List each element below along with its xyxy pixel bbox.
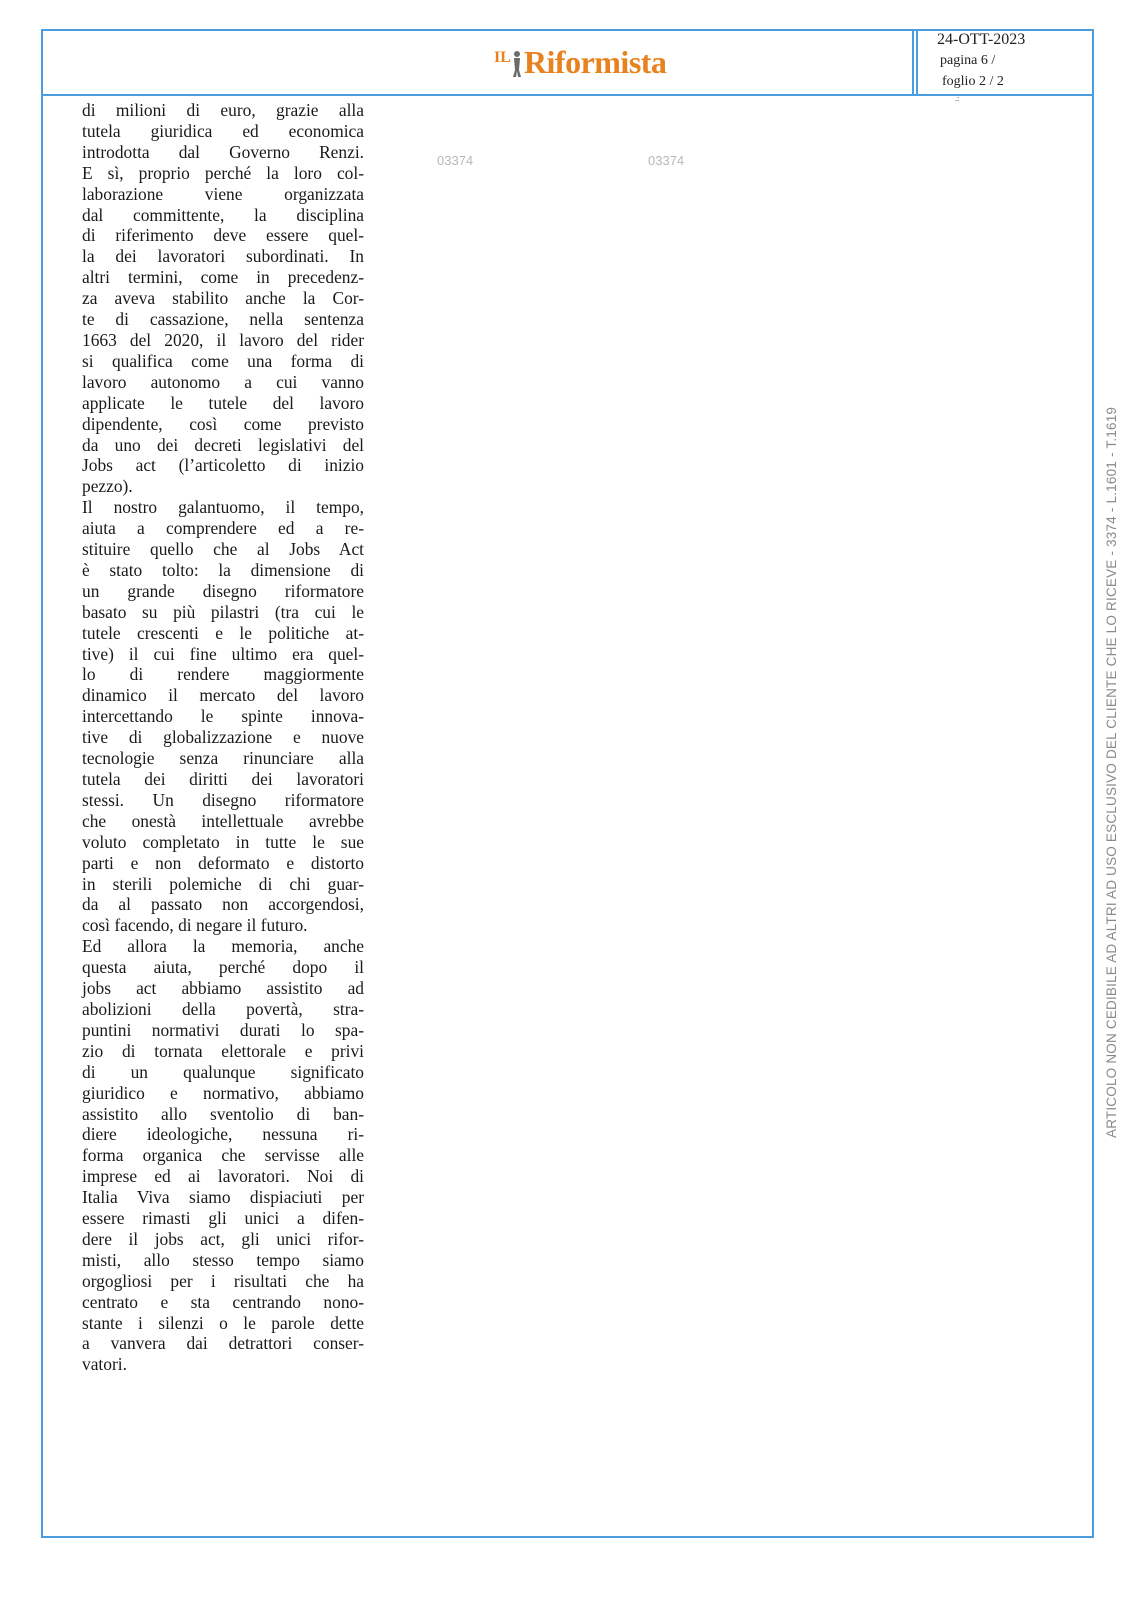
article-line: stituire quello che al Jobs Act: [82, 539, 364, 560]
article-line: basato su più pilastri (tra cui le: [82, 601, 364, 622]
article-line: parti e non deformato e distorto: [82, 852, 364, 873]
article-line: dal committente, la disciplina: [82, 204, 364, 225]
copyright-side-note: [1104, 318, 1120, 1138]
article-line: di milioni di euro, grazie alla: [82, 100, 364, 120]
article-line: così facendo, di negare il futuro.: [82, 915, 308, 936]
article-line: introdotta dal Governo Renzi.: [82, 141, 364, 162]
article-line: orgogliosi per i risultati che ha: [82, 1270, 364, 1291]
article-line: aiuta a comprendere ed a re-: [82, 518, 364, 539]
page-number: pagina 6 /: [940, 53, 996, 68]
article-line: tutela giuridica ed economica: [82, 120, 364, 141]
article-line: Il nostro galantuomo, il tempo,: [82, 497, 364, 518]
article-line: puntini normativi durati lo spa-: [82, 1019, 364, 1040]
article-line: essere rimasti gli unici a difen-: [82, 1208, 364, 1229]
article-line: za aveva stabilito anche la Cor-: [82, 288, 364, 309]
article-line: stessi. Un disegno riformatore: [82, 789, 364, 810]
publication-date: 24-OTT-2023: [937, 31, 1026, 48]
article-line: stante i silenzi o le parole dette: [82, 1312, 364, 1333]
article-line: giuridico e normativo, abbiamo: [82, 1082, 364, 1103]
article-line: la dei lavoratori subordinati. In: [82, 246, 364, 267]
article-line: a vanvera dai detrattori conser-: [82, 1333, 364, 1354]
info-mark: .:: [955, 94, 960, 103]
masthead-divider: [912, 29, 914, 96]
side-note-text: ARTICOLO NON CEDIBILE AD ALTRI AD USO ESCLUSIVO DEL CLIENTE CHE LO RICEVE - 3374 - L.1601 - T.1619: [1104, 406, 1119, 1138]
article-line: pezzo).: [82, 476, 133, 497]
article-line: dipendente, così come previsto: [82, 413, 364, 434]
article-line: te di cassazione, nella sentenza: [82, 309, 364, 330]
article-line: tecnologie senza rinunciare alla: [82, 748, 364, 769]
article-line: misti, allo stesso tempo siamo: [82, 1249, 364, 1270]
article-line: applicate le tutele del lavoro: [82, 392, 364, 413]
article-line: diere ideologiche, nessuna ri-: [82, 1124, 364, 1145]
article-line: 1663 del 2020, il lavoro del rider: [82, 329, 364, 350]
article-line: di riferimento deve essere quel-: [82, 225, 364, 246]
article-line: Ed allora la memoria, anche: [82, 936, 364, 957]
article-line: dinamico il mercato del lavoro: [82, 685, 364, 706]
article-line: da al passato non accorgendosi,: [82, 894, 364, 915]
article-line: voluto completato in tutte le sue: [82, 831, 364, 852]
article-line: un grande disegno riformatore: [82, 580, 364, 601]
article-line: intercettando le spinte innova-: [82, 706, 364, 727]
article-line: Jobs act (l’articoletto di inizio: [82, 455, 364, 476]
article-line: dere il jobs act, gli unici rifor-: [82, 1228, 364, 1249]
article-line: da uno dei decreti legislativi del: [82, 434, 364, 455]
article-line: assistito allo sventolio di ban-: [82, 1103, 364, 1124]
article-line: vatori.: [82, 1354, 127, 1375]
newspaper-logo: [494, 42, 666, 78]
article-line: E sì, proprio perché la loro col-: [82, 162, 364, 183]
article-line: lavoro autonomo a cui vanno: [82, 371, 364, 392]
article-line: jobs act abbiamo assistito ad: [82, 978, 364, 999]
article-line: abolizioni della povertà, stra-: [82, 998, 364, 1019]
article-line: tive) il cui fine ultimo era quel-: [82, 643, 364, 664]
article-line: in sterili polemiche di chi guar-: [82, 873, 364, 894]
article-column: [82, 100, 364, 1375]
article-line: di un qualunque significato: [82, 1061, 364, 1082]
article-line: si qualifica come una forma di: [82, 350, 364, 371]
article-line: tutele crescenti e le politiche at-: [82, 622, 364, 643]
sheet-number: foglio 2 / 2: [942, 74, 1004, 89]
logo-prefix: IL: [494, 49, 511, 66]
article-line: è stato tolto: la dimensione di: [82, 559, 364, 580]
article-line: questa aiuta, perché dopo il: [82, 957, 364, 978]
article-line: altri termini, come in precedenz-: [82, 267, 364, 288]
article-line: imprese ed ai lavoratori. Noi di: [82, 1166, 364, 1187]
logo-figure-icon: [512, 50, 522, 78]
article-line: laborazione viene organizzata: [82, 183, 364, 204]
article-line: forma organica che servisse alle: [82, 1145, 364, 1166]
article-line: tive di globalizzazione e nuove: [82, 727, 364, 748]
article-line: centrato e sta centrando nono-: [82, 1291, 364, 1312]
article-line: lo di rendere maggiormente: [82, 664, 364, 685]
watermark-code: 03374: [437, 153, 474, 168]
article-line: tutela dei diritti dei lavoratori: [82, 769, 364, 789]
logo-name: Riformista: [523, 44, 667, 80]
article-line: che onestà intellettuale avrebbe: [82, 810, 364, 831]
article-line: zio di tornata elettorale e privi: [82, 1040, 364, 1061]
watermark-code: 03374: [648, 153, 685, 168]
article-line: Italia Viva siamo dispiaciuti per: [82, 1187, 364, 1208]
